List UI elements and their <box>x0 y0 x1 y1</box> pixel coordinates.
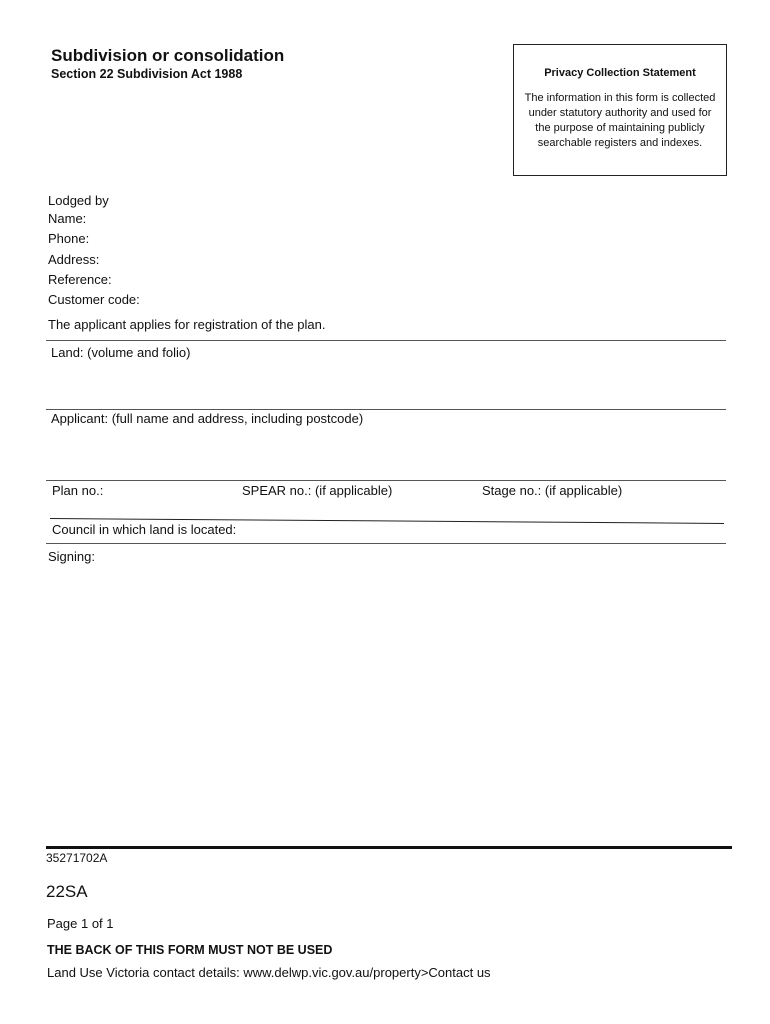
footer-divider <box>46 846 732 849</box>
address-label: Address: <box>48 252 100 267</box>
signing-label: Signing: <box>48 549 95 564</box>
divider-applicant <box>46 409 726 410</box>
name-label: Name: <box>48 211 87 226</box>
privacy-text: The information in this form is collected under statutory authority and used for the purpose of maintaining publicly searchable registers and indexes. <box>524 92 716 149</box>
form-title: Subdivision or consolidation <box>51 46 285 65</box>
contact-details: Land Use Victoria contact details: www.delwp.vic.gov.au/property>Contact us <box>47 965 491 980</box>
page-number: Page 1 of 1 <box>47 916 114 931</box>
privacy-title: Privacy Collection Statement <box>544 67 696 79</box>
council-label: Council in which land is located: <box>52 522 237 537</box>
applies-statement: The applicant applies for registration of the plan. <box>48 317 326 332</box>
document-code: 35271702A <box>46 851 108 865</box>
plan-no-label: Plan no.: <box>52 483 104 498</box>
land-label: Land: (volume and folio) <box>51 345 191 360</box>
customer-code-label: Customer code: <box>48 292 140 307</box>
lodged-by-label: Lodged by <box>48 193 109 208</box>
divider-plan <box>46 480 726 481</box>
applicant-label: Applicant: (full name and address, including postcode) <box>51 411 364 426</box>
spear-no-label: SPEAR no.: (if applicable) <box>242 483 393 498</box>
back-warning: THE BACK OF THIS FORM MUST NOT BE USED <box>47 943 333 957</box>
divider-land <box>46 340 726 341</box>
stage-no-label: Stage no.: (if applicable) <box>482 483 623 498</box>
phone-label: Phone: <box>48 231 90 246</box>
divider-signing <box>46 543 726 544</box>
form-code: 22SA <box>46 882 88 901</box>
reference-label: Reference: <box>48 272 112 287</box>
privacy-statement-box <box>513 44 727 176</box>
form-subtitle: Section 22 Subdivision Act 1988 <box>51 67 243 81</box>
